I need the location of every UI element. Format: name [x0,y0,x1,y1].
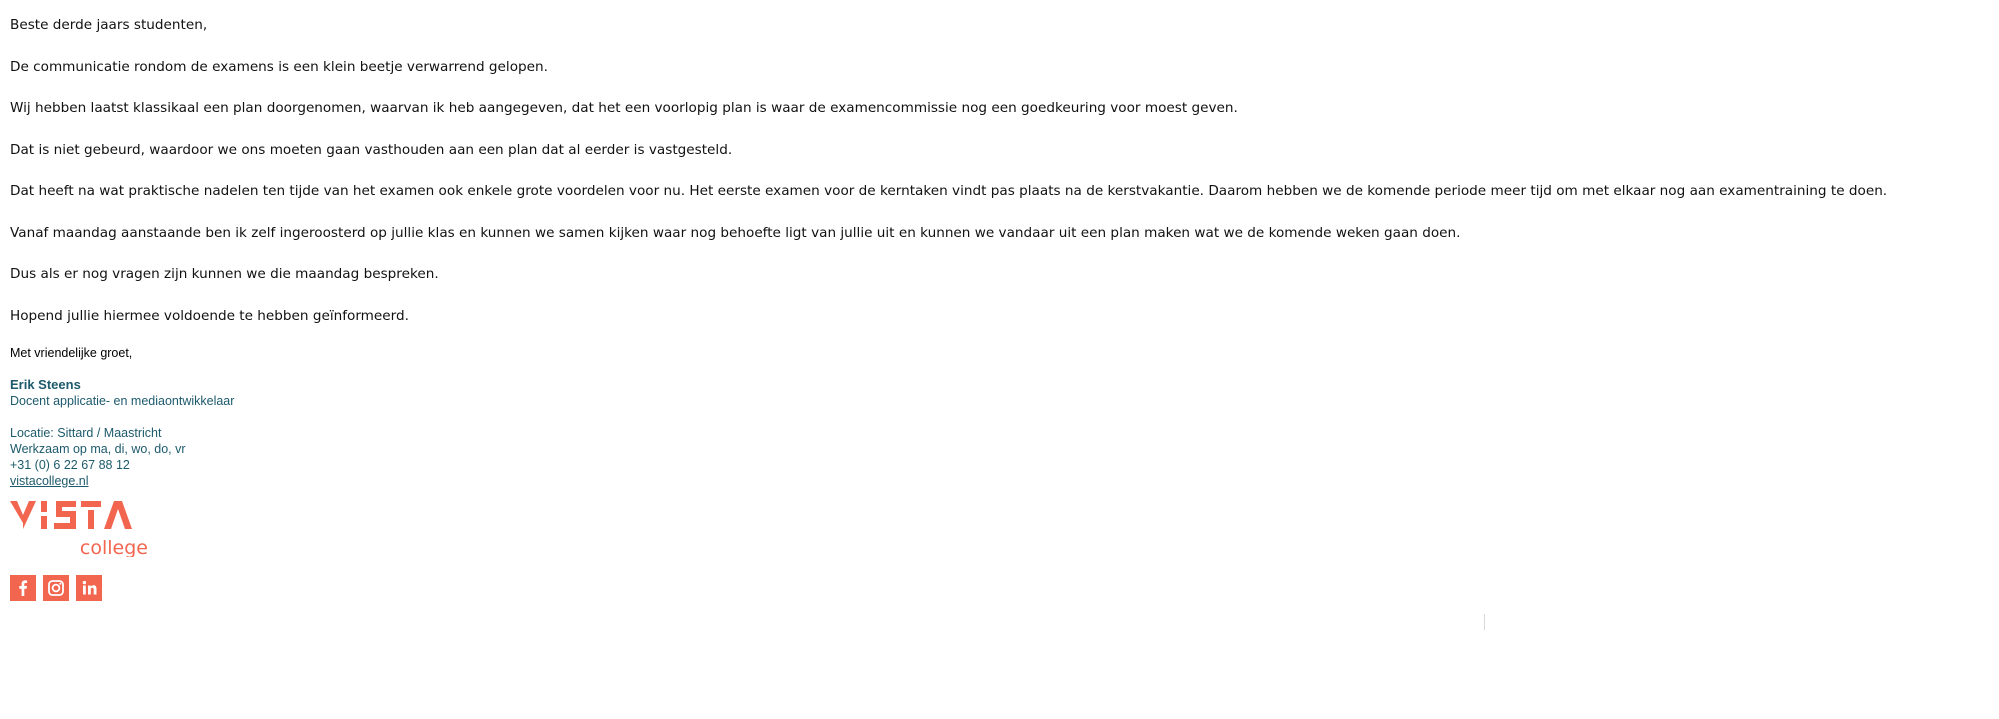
signature-title: Docent applicatie- en mediaontwikkelaar [10,393,235,408]
text-cursor [1484,614,1485,630]
paragraph-advantages: Dat heeft na wat praktische nadelen ten tijde van het examen ook enkele grote voordelen voor nu. Het eerste examen voor de kerntaken vindt pas plaats na de kerstvakantie. Daarom hebben we de komende periode meer tijd om met elkaar nog aan examentraining te doen. [10,183,1888,199]
closing-greeting: Met vriendelijke groet, [10,345,133,360]
vista-college-logo [10,499,150,557]
paragraph-not-happened: Dat is niet gebeurd, waardoor we ons moeten gaan vasthouden aan een plan dat al eerder is vastgesteld. [10,141,733,158]
email-body [10,16,1980,601]
logo-college-text: college [79,536,148,557]
linkedin-button[interactable] [76,575,102,601]
email-signature [10,377,1980,489]
paragraph-monday: Vanaf maandag aanstaande ben ik zelf ingeroosterd op jullie klas en kunnen we samen kijken waar nog behoefte ligt van jullie uit en kunnen we vandaar uit een plan maken wat we de komende weken gaan doen. [10,224,1461,241]
signature-website-link[interactable]: vistacollege.nl [10,473,89,488]
facebook-button[interactable] [10,575,36,601]
paragraph-plan: Wij hebben laatst klassikaal een plan doorgenomen, waarvan ik heb aangegeven, dat het een voorlopig plan is waar de examencommissie nog een goedkeuring voor moest geven. [10,100,1238,116]
signature-name: Erik Steens [10,376,81,392]
signature-workdays: Werkzaam op ma, di, wo, do, vr [10,441,186,456]
linkedin-icon [76,575,102,601]
paragraph-communication: De communicatie rondom de examens is een klein beetje verwarrend gelopen. [10,58,548,75]
signature-phone: +31 (0) 6 22 67 88 12 [10,457,130,472]
social-links [10,575,1980,601]
salutation: Beste derde jaars studenten, [10,17,208,33]
paragraph-informed: Hopend jullie hiermee voldoende te hebben geïnformeerd. [10,307,409,324]
instagram-icon [43,575,69,601]
paragraph-questions: Dus als er nog vragen zijn kunnen we die maandag bespreken. [10,266,439,282]
signature-location: Locatie: Sittard / Maastricht [10,425,162,440]
instagram-button[interactable] [43,575,69,601]
facebook-icon [10,575,36,601]
